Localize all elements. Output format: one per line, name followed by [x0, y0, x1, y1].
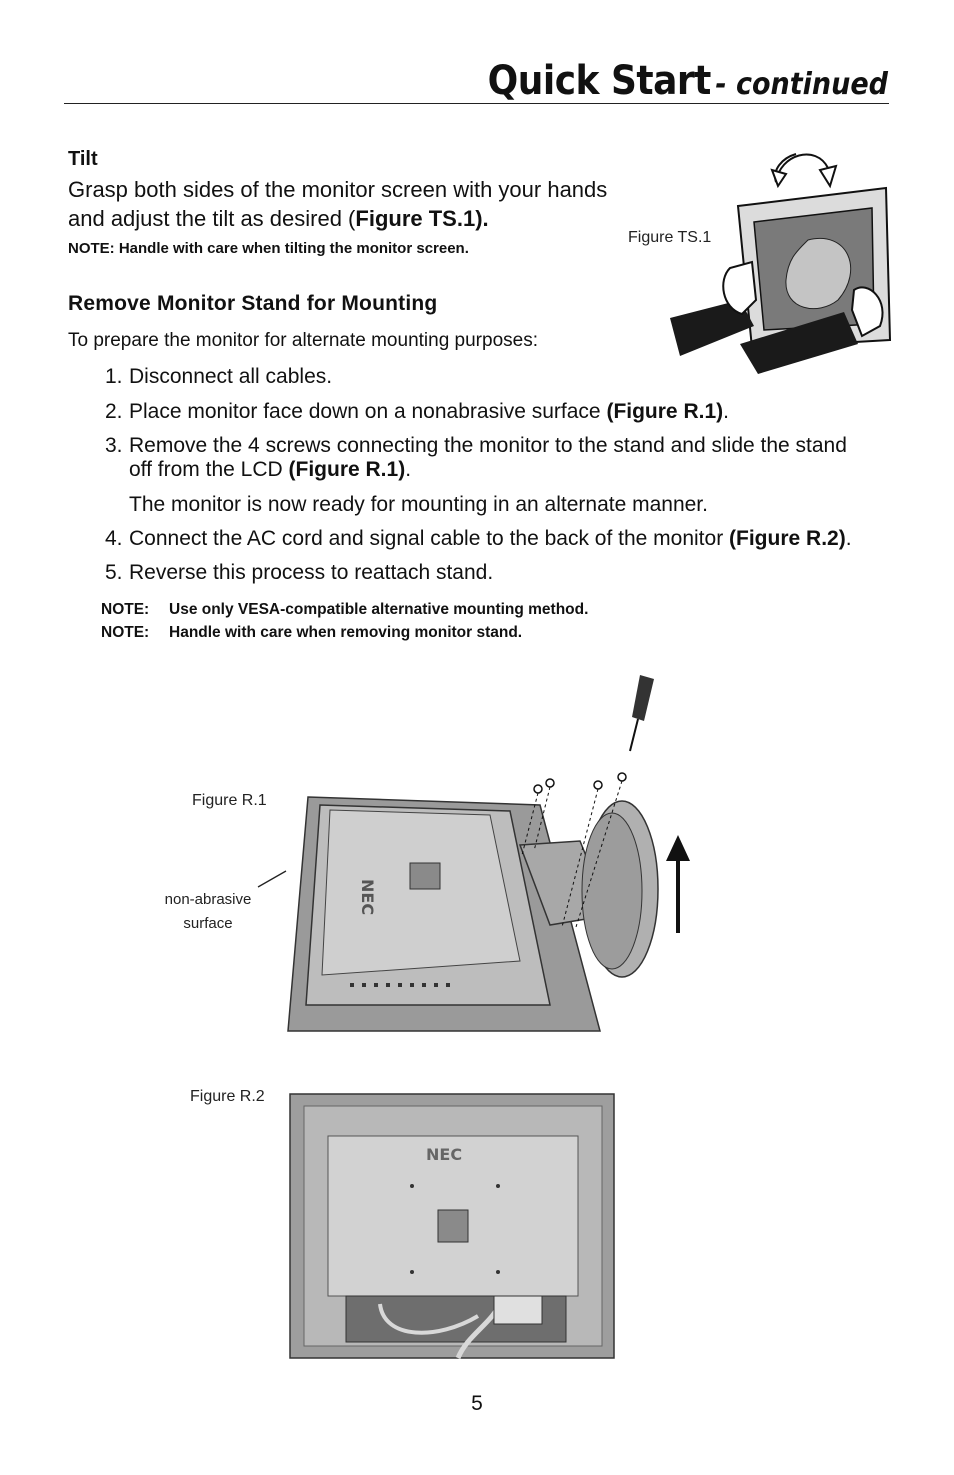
- step-figure-ref: (Figure R.2): [729, 527, 846, 550]
- figure-r1-caption: Figure R.1: [192, 792, 267, 809]
- tilt-note: NOTE: Handle with care when tilting the monitor screen.: [68, 240, 469, 257]
- step-5: [105, 561, 493, 585]
- step-4: [105, 527, 852, 551]
- tilt-text-a: Grasp both sides of the monitor screen with your hands and adjust the tilt as desired (: [68, 177, 608, 231]
- tilt-heading: Tilt: [68, 148, 98, 170]
- figure-r2-caption: Figure R.2: [190, 1088, 265, 1105]
- step-text: Reverse this process to reattach stand.: [129, 561, 494, 584]
- step-2: [105, 400, 729, 424]
- figure-r2-illustration: [288, 1090, 618, 1362]
- page-number: 5: [471, 1392, 483, 1415]
- step-tail: .: [845, 527, 852, 550]
- step-tail: .: [405, 458, 412, 481]
- note-text: Handle with care when removing monitor stand.: [169, 624, 523, 641]
- remove-intro: To prepare the monitor for alternate mounting purposes:: [68, 330, 538, 351]
- step-1: [105, 365, 332, 389]
- figure-ts1-illustration: [668, 140, 893, 380]
- step-body: [129, 434, 865, 482]
- title-main: Quick Start: [487, 58, 711, 104]
- note-line: [101, 598, 588, 621]
- remove-stand-heading: Remove Monitor Stand for Mounting: [68, 292, 438, 315]
- step-3-followup: The monitor is now ready for mounting in an alternate manner.: [129, 493, 708, 516]
- mounting-notes: [101, 598, 588, 644]
- figure-r1-logo: NEC: [358, 879, 377, 916]
- tilt-instructions: [68, 175, 648, 233]
- page-title: [488, 58, 888, 104]
- header-rule: [64, 103, 889, 104]
- surface-callout: non-abrasive surface: [164, 891, 252, 932]
- step-figure-ref: (Figure R.1): [288, 458, 406, 481]
- step-text: Disconnect all cables.: [129, 365, 333, 388]
- tilt-text-b: ).: [475, 206, 489, 231]
- note-text: Use only VESA-compatible alternative mounting method.: [169, 601, 589, 618]
- step-text: Place monitor face down on a nonabrasive surface: [129, 400, 607, 423]
- title-sub: - continued: [715, 67, 888, 102]
- step-number: 5.: [105, 561, 123, 584]
- step-number: 1.: [105, 365, 123, 388]
- figure-r1-illustration: [250, 665, 710, 1040]
- step-number: 2.: [105, 400, 123, 423]
- note-label: NOTE:: [101, 601, 150, 618]
- tilt-figure-ref: Figure TS.1: [355, 206, 476, 231]
- note-line: [101, 621, 588, 644]
- note-label: NOTE:: [101, 624, 150, 641]
- step-text: Remove the 4 screws connecting the monitor to the stand and slide the stand off from the LCD: [129, 434, 847, 481]
- figure-r2-logo: NEC: [426, 1145, 463, 1164]
- step-3: [105, 434, 865, 482]
- step-tail: .: [723, 400, 729, 423]
- figure-ts1-caption: Figure TS.1: [628, 229, 712, 246]
- step-text: Connect the AC cord and signal cable to the back of the monitor: [129, 527, 730, 550]
- step-figure-ref: (Figure R.1): [606, 400, 724, 423]
- step-number: 3.: [105, 434, 123, 457]
- step-number: 4.: [105, 527, 123, 550]
